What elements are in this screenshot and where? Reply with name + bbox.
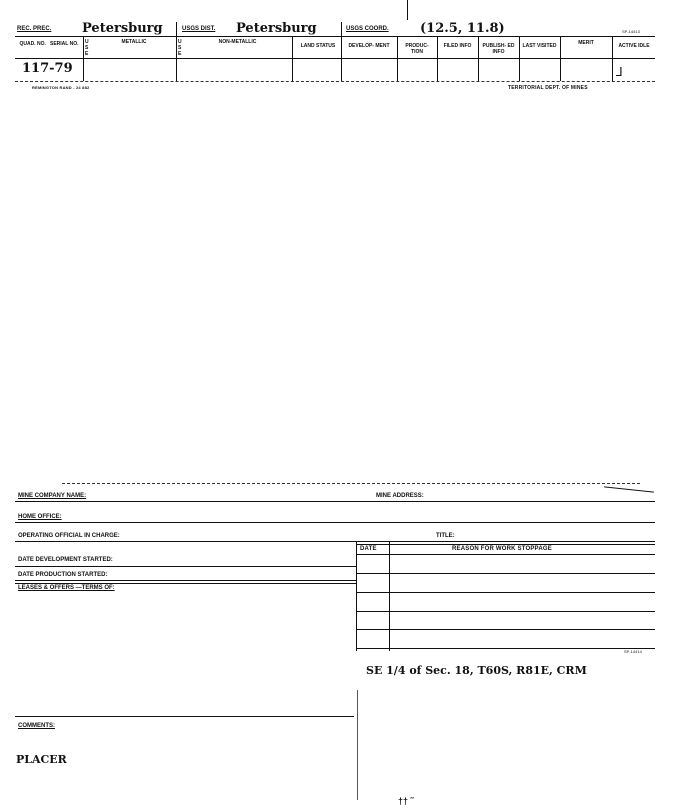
quad-serial-header: QUAD. NO. SERIAL NO. <box>19 41 79 47</box>
rule-date-dev <box>15 566 356 567</box>
rule-row-bottom <box>15 81 655 82</box>
col-line <box>478 37 479 81</box>
rec-prec-value: Petersburg <box>82 21 163 36</box>
title-label: TITLE: <box>436 533 455 539</box>
quad-serial-value: 117-79 <box>22 61 73 76</box>
comments-label: COMMENTS: <box>18 723 55 729</box>
usgs-dist-label: USGS DIST. <box>182 26 216 32</box>
stoppage-reason-header: REASON FOR WORK STOPPAGE <box>452 546 552 552</box>
territorial-dept: TERRITORIAL DEPT. OF MINES <box>508 85 588 91</box>
stoppage-row-line <box>356 554 655 555</box>
col-line <box>560 37 561 81</box>
mine-company-label: MINE COMPANY NAME: <box>18 493 87 499</box>
rule-company <box>15 501 655 502</box>
col-line <box>292 37 293 81</box>
torn-corner-line <box>604 486 654 492</box>
title-sep-1 <box>176 22 177 36</box>
home-office-label: HOME OFFICE: <box>18 514 62 520</box>
col-line <box>612 37 613 81</box>
development-header: DEVELOP- MENT <box>348 43 390 49</box>
published-info-header: PUBLISH- ED INFO <box>482 43 515 55</box>
active-idle-mark: ⅃ <box>616 65 623 79</box>
metallic-header: METALLIC <box>121 39 147 45</box>
top-form-code: SP-14413 <box>622 29 640 34</box>
usgs-coord-value: (12.5, 11.8) <box>420 21 505 36</box>
rule-date-prod-double <box>15 583 356 584</box>
stoppage-row-line <box>356 592 655 593</box>
col-line <box>341 37 342 81</box>
rule-official-double <box>356 544 655 545</box>
col-line <box>83 37 84 81</box>
stoppage-date-header: DATE <box>360 546 377 552</box>
filed-info-header: FILED INFO <box>443 43 472 49</box>
stoppage-row-line <box>356 629 655 630</box>
rule-official <box>15 541 655 542</box>
date-production-label: DATE PRODUCTION STARTED: <box>18 572 108 578</box>
rec-prec-label: REC. PREC. <box>17 26 52 32</box>
title-sep-2 <box>341 22 342 36</box>
printer-credit: REMINGTON RAND - 24 882 <box>32 85 90 90</box>
rule-date-prod <box>15 580 356 581</box>
col-line <box>437 37 438 81</box>
date-development-label: DATE DEVELOPMENT STARTED: <box>18 557 113 563</box>
rule-comments <box>15 716 354 717</box>
comments-value: PLACER <box>16 753 67 766</box>
use-nonmetallic-header: U S E <box>178 39 182 57</box>
bottom-divider <box>357 690 358 800</box>
non-metallic-header: NON-METALLIC <box>218 39 257 45</box>
bottom-scan-mark: †† ˜ <box>398 796 414 806</box>
col-line <box>176 37 177 81</box>
stoppage-row-line <box>356 573 655 574</box>
usgs-coord-label: USGS COORD. <box>346 26 389 32</box>
merit-header: MERIT <box>578 40 594 46</box>
stoppage-table-divider <box>389 541 390 651</box>
col-line <box>397 37 398 81</box>
leases-label: LEASES & OFFERS —TERMS OF: <box>18 585 115 591</box>
scan-mark-line <box>407 0 408 20</box>
mine-address-label: MINE ADDRESS: <box>376 493 424 499</box>
stoppage-row-line <box>356 648 655 649</box>
location-text: SE 1/4 of Sec. 18, T60S, R81E, CRM <box>366 664 587 677</box>
use-metallic-header: U S E <box>85 39 89 57</box>
usgs-dist-value: Petersburg <box>236 21 317 36</box>
bottom-card-top-edge <box>62 483 640 484</box>
last-visited-header: LAST VISITED <box>522 43 557 49</box>
stoppage-table-left <box>356 541 357 651</box>
production-header: PRODUC- TION <box>405 43 429 55</box>
rule-header-bottom <box>15 58 655 59</box>
operating-official-label: OPERATING OFFICIAL IN CHARGE: <box>18 533 120 539</box>
active-idle-header: ACTIVE IDLE <box>618 43 650 49</box>
rule-top <box>15 36 655 37</box>
rule-home-office <box>15 522 655 523</box>
stoppage-row-line <box>356 611 655 612</box>
land-status-header: LAND STATUS <box>300 43 336 49</box>
col-line <box>519 37 520 81</box>
bottom-form-code: SP-14414 <box>624 649 642 654</box>
